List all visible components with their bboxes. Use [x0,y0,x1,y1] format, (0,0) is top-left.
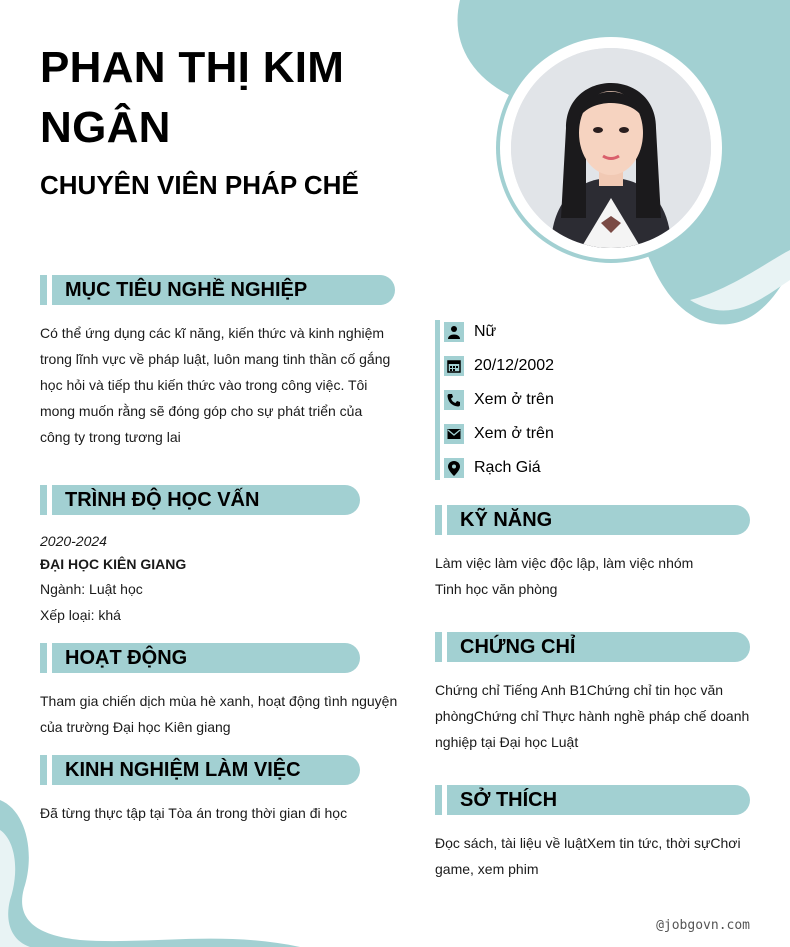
objective-text: Có thể ứng dụng các kĩ năng, kiến thức và kinh nghiệm trong lĩnh vực về pháp luật, luôn mang tinh thần cố gắng học hỏi và tiếp thu kiến thức vào trong công việc. Tôi mong muốn rằng sẽ đóng góp cho sự phát triển của công ty trong tương lai [40,325,391,445]
experience-heading: KINH NGHIỆM LÀM VIỆC [40,755,360,785]
info-gender-text: Nữ [474,323,497,340]
activities-heading: HOẠT ĐỘNG [40,643,360,673]
objective-heading: MỤC TIÊU NGHỀ NGHIỆP [40,275,395,305]
education-rank: Xếp loại: khá [40,607,121,623]
hobbies-text: Đọc sách, tài liệu về luậtXem tin tức, thời sựChơi game, xem phim [435,835,741,877]
avatar [511,48,711,248]
watermark: @jobgovn.com [656,918,750,933]
education-school: ĐẠI HỌC KIÊN GIANG [40,556,187,572]
info-phone [444,388,554,412]
skills-line-2: Tinh học văn phòng [435,581,558,597]
education-period: 2020-2024 [40,533,107,549]
job-title: CHUYÊN VIÊN PHÁP CHẾ [40,170,359,200]
certificates-text: Chứng chỉ Tiếng Anh B1Chứng chỉ tin học văn phòngChứng chỉ Thực hành nghề pháp chế doanh nghiệp tại Đại học Luật [435,682,750,750]
skills-line-1: Làm việc làm việc độc lập, làm việc nhóm [435,555,694,571]
certificates-heading: CHỨNG CHỈ [435,632,750,662]
education-major: Ngành: Luật học [40,581,143,597]
info-birthday [444,354,554,378]
info-phone-text: Xem ở trên [474,391,554,408]
info-address-text: Rạch Giá [474,459,541,476]
hobbies-heading: SỞ THÍCH [435,785,750,815]
experience-text: Đã từng thực tập tại Tòa án trong thời gian đi học [40,805,348,821]
education-heading: TRÌNH ĐỘ HỌC VẤN [40,485,360,515]
candidate-name: PHAN THỊ KIM NGÂN [40,43,345,152]
skills-heading: KỸ NĂNG [435,505,750,535]
info-address [444,456,541,480]
info-email-text: Xem ở trên [474,425,554,442]
calendar-icon [444,356,464,376]
phone-icon [444,390,464,410]
avatar-portrait [511,48,711,248]
info-birthday-text: 20/12/2002 [474,357,555,374]
mail-icon [444,424,464,444]
info-gender [444,320,496,344]
info-email [444,422,554,446]
info-bar [435,320,440,480]
person-icon [444,322,464,342]
activities-text: Tham gia chiến dịch mùa hè xanh, hoạt động tình nguyện của trường Đại học Kiên giang [40,693,398,735]
location-pin-icon [444,458,464,478]
